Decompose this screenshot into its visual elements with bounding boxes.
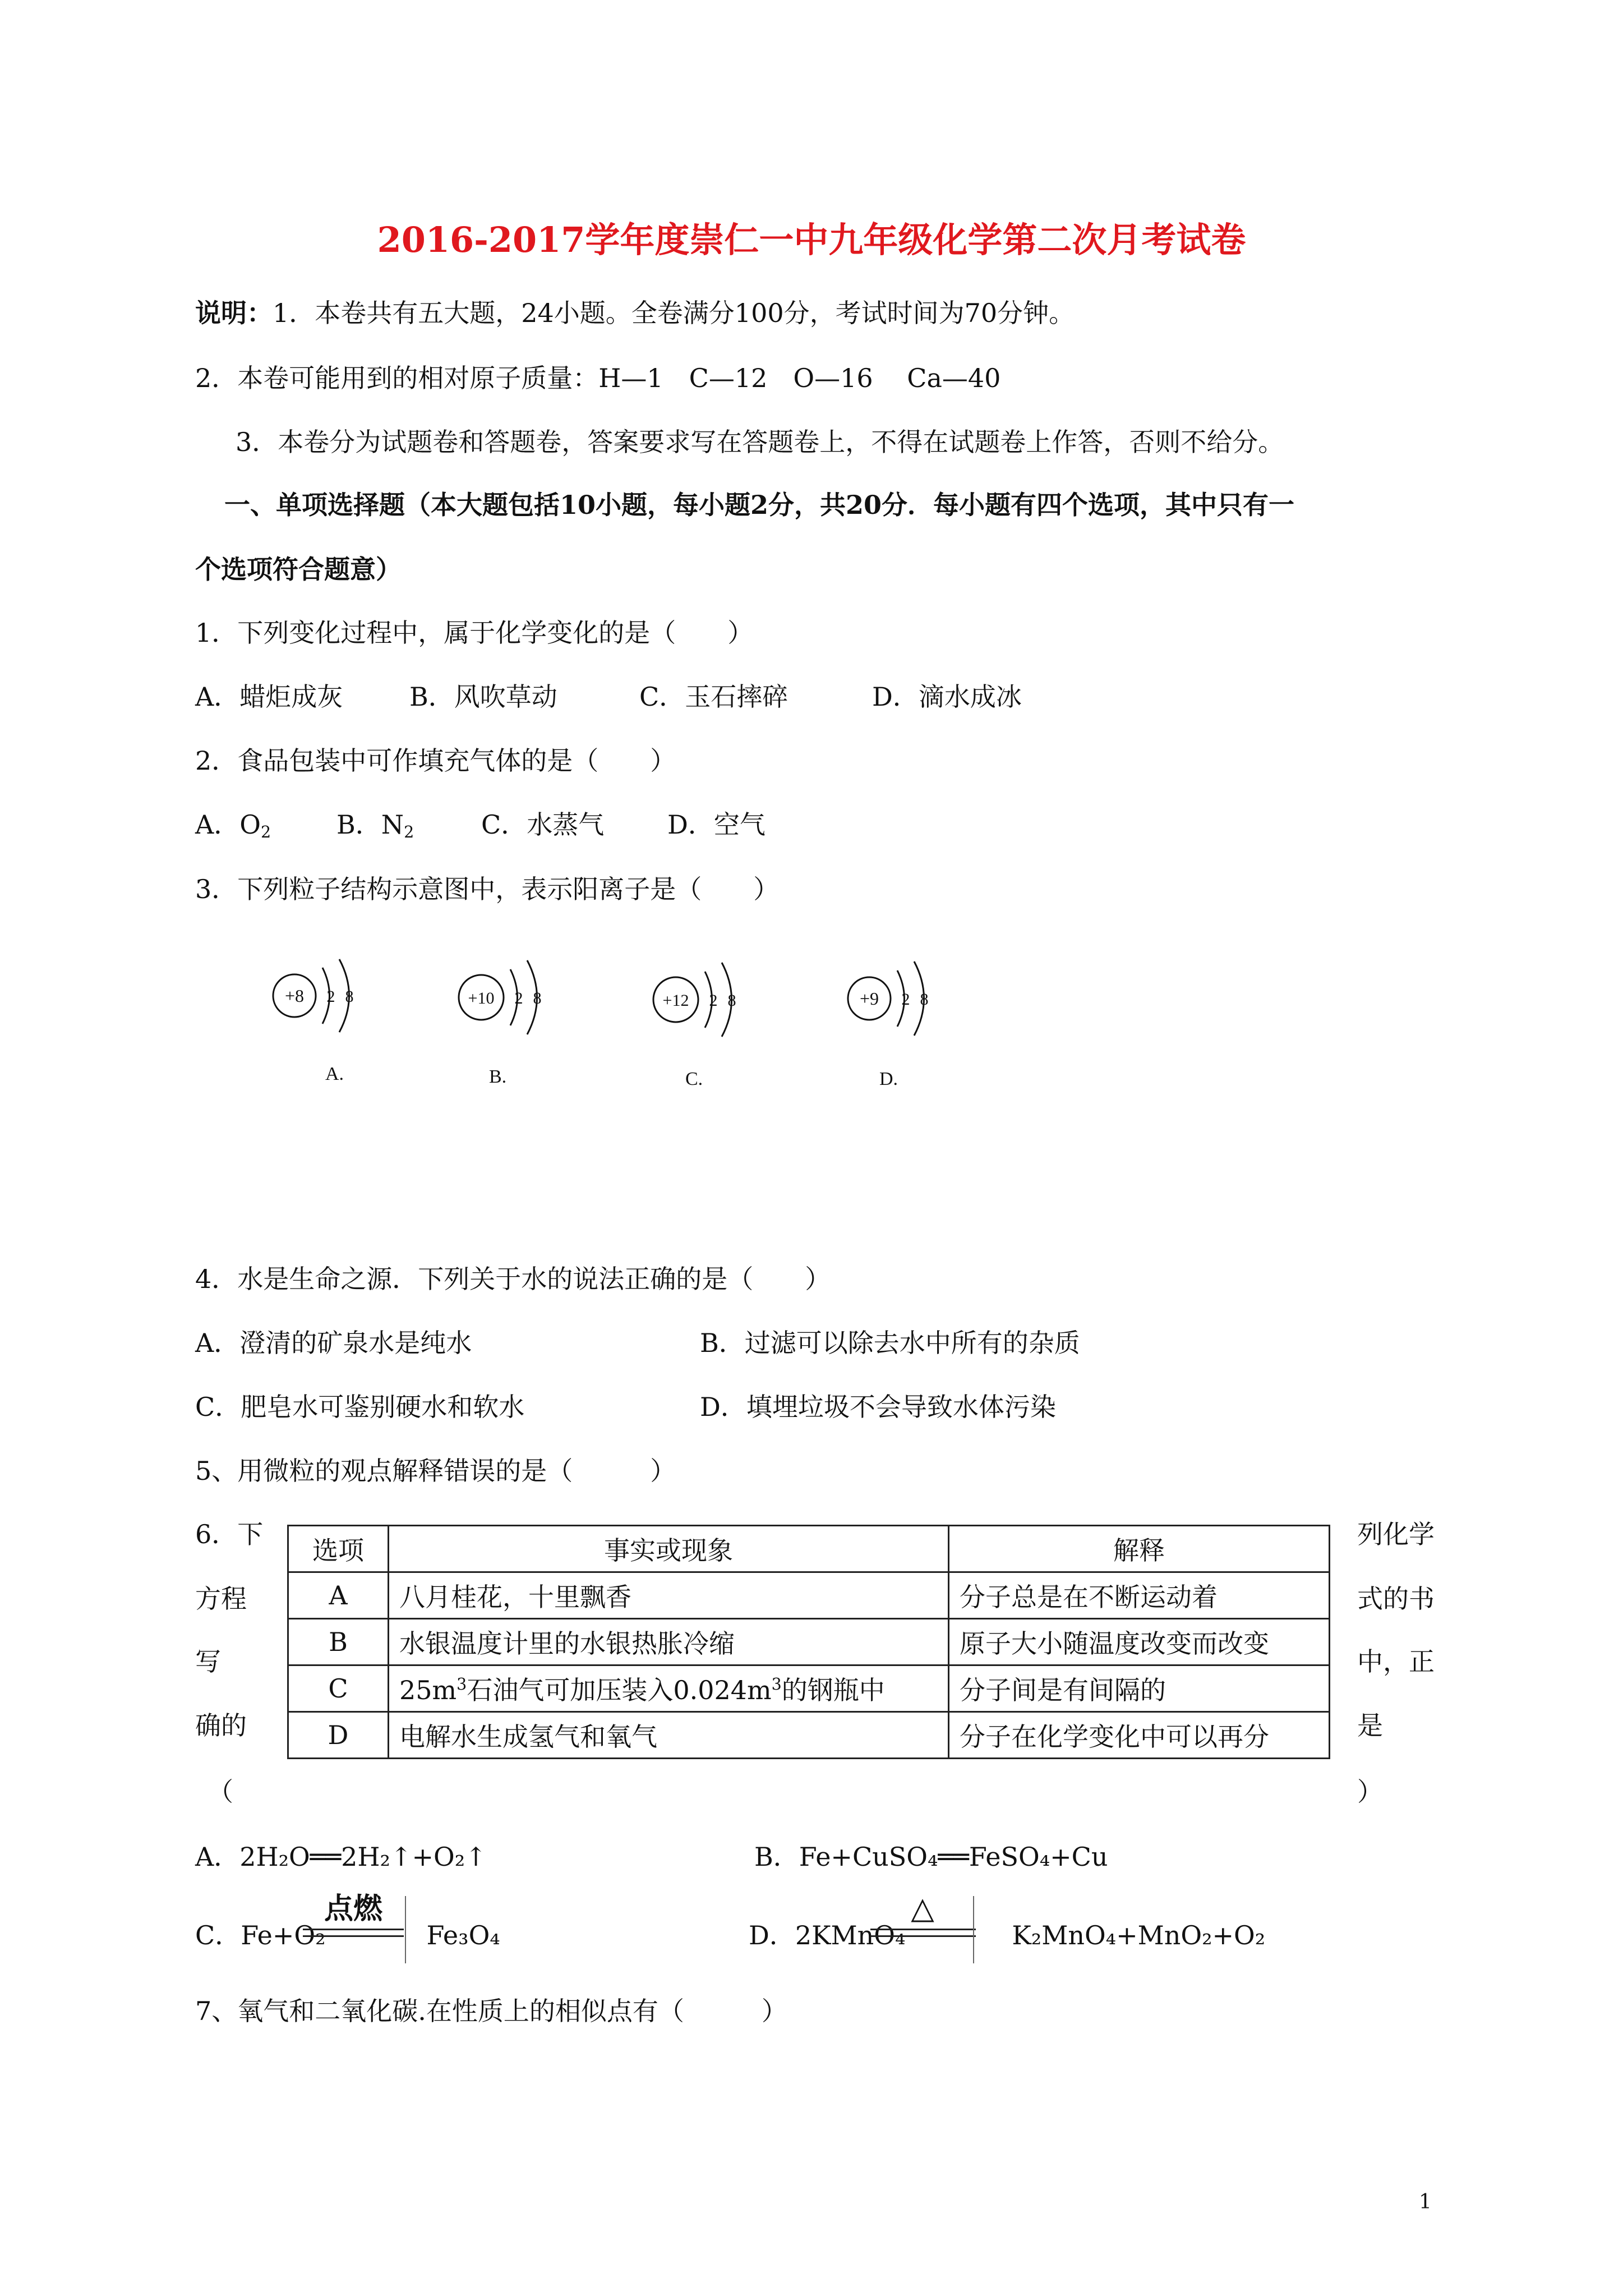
question-7-stem: 7、氧气和二氧化碳.在性质上的相似点有（ ） [195, 1996, 787, 2026]
question-1-option-b: B．风吹草动 [409, 682, 557, 712]
question-4-option-a: A．澄清的矿泉水是纯水 [195, 1328, 472, 1358]
question-2-option-a: A．$O_2$ [195, 809, 271, 842]
question-6-stem-right-3: 中，正 [1357, 1646, 1435, 1677]
question-2-stem: 2．食品包装中可作填充气体的是（ ） [195, 746, 676, 776]
table-cell: 八月桂花，十里飘香 [389, 1572, 949, 1619]
question-6-stem-right-4: 是 [1357, 1710, 1383, 1741]
equation-separator [973, 1896, 974, 1963]
table-cell: 水银温度计里的水银热胀冷缩 [389, 1619, 949, 1665]
equation-separator [405, 1896, 406, 1963]
question-5-stem: 5、用微粒的观点解释错误的是（ ） [195, 1456, 676, 1486]
table-cell: 原子大小随温度改变而改变 [949, 1619, 1330, 1665]
svg-text:8: 8 [920, 990, 929, 1009]
question-6-option-d: D．2KMnO₄ K₂MnO₄+MnO₂+O₂ [749, 1920, 1266, 1950]
section-1-heading: 一、单项选择题（本大题包括10小题，每小题2分，共20分．每小题有四个选项，其中只有一 [224, 490, 1295, 520]
atom-d-label: D. [879, 1069, 898, 1089]
page-title: 2016-2017学年度崇仁一中九年级化学第二次月考试卷 [377, 219, 1246, 260]
question-1-option-a: A．蜡炬成灰 [195, 682, 343, 712]
atom-b-label: B. [489, 1066, 507, 1087]
table-cell: 分子间是有间隔的 [949, 1665, 1330, 1712]
table-row [288, 1712, 1330, 1759]
question-6-stem-left-4: 确的 [195, 1710, 247, 1741]
svg-text:2: 2 [709, 991, 718, 1010]
question-6-stem-left-5: （ [208, 1777, 233, 1807]
note-line-1 [195, 296, 1075, 330]
question-6-option-c: C．Fe+O₂ Fe₃O₄ [195, 1920, 500, 1950]
table-header: 事实或现象 [389, 1526, 949, 1572]
svg-text:8: 8 [533, 989, 542, 1007]
table-row [288, 1572, 1330, 1619]
table-cell: 分子总是在不断运动着 [949, 1572, 1330, 1619]
question-6-stem-right-2: 式的书 [1357, 1584, 1435, 1614]
question-6-option-a: A．2H₂O══2H₂↑+O₂↑ [195, 1842, 487, 1872]
atom-diagram-b [459, 960, 542, 1087]
question-6-stem-right-1: 列化学 [1357, 1519, 1435, 1549]
note-1-text: 1．本卷共有五大题，24小题。全卷满分100分，考试时间为70分钟。 [273, 298, 1075, 328]
svg-text:2: 2 [514, 989, 523, 1007]
table-row [288, 1619, 1330, 1665]
atom-c-label: C. [685, 1069, 703, 1089]
question-4-option-c: C．肥皂水可鉴别硬水和软水 [195, 1392, 525, 1422]
table-cell: 分子在化学变化中可以再分 [949, 1712, 1330, 1759]
atom-a-nucleus: +8 [284, 986, 305, 1006]
atom-b-nucleus: +10 [468, 989, 495, 1007]
question-6-stem-left-1: 6．下 [195, 1519, 264, 1549]
question-3-stem: 3．下列粒子结构示意图中，表示阳离子是（ ） [195, 874, 780, 904]
svg-text:8: 8 [345, 987, 354, 1006]
ignite-condition: 点燃 [324, 1892, 382, 1926]
equation-line [870, 1935, 976, 1937]
question-6-stem-left-2: 方程 [195, 1584, 247, 1614]
svg-text:8: 8 [727, 991, 736, 1010]
question-6-stem-left-3: 写 [195, 1646, 221, 1677]
question-4-stem: 4．水是生命之源．下列关于水的说法正确的是（ ） [195, 1264, 831, 1294]
table-cell: C [288, 1665, 389, 1712]
page-number: 1 [1419, 2191, 1432, 2214]
table-cell: A [288, 1572, 389, 1619]
question-4-option-d: D．填埋垃圾不会导致水体污染 [700, 1392, 1056, 1422]
equation-line [303, 1935, 404, 1937]
question-1-option-d: D．滴水成冰 [872, 682, 1022, 712]
svg-text:2: 2 [326, 987, 335, 1006]
atom-diagram-a [273, 959, 354, 1084]
table-header: 选项 [288, 1526, 389, 1572]
question-5-table [287, 1525, 1330, 1759]
svg-text:2: 2 [901, 990, 910, 1009]
note-line-3: 3．本卷分为试题卷和答题卷，答案要求写在答题卷上，不得在试题卷上作答，否则不给分。 [236, 427, 1284, 457]
question-2-option-b: B．$N_2$ [336, 809, 414, 842]
atom-c-nucleus: +12 [662, 991, 689, 1010]
table-cell: D [288, 1712, 389, 1759]
equation-line [303, 1929, 404, 1930]
atom-structure-diagrams [247, 942, 987, 1105]
table-cell: $25m^3$石油气可加压装入$0.024m^3$的钢瓶中 [389, 1665, 949, 1712]
heat-condition-icon: △ [911, 1890, 934, 1926]
question-1-stem: 1．下列变化过程中，属于化学变化的是（ ） [195, 618, 754, 648]
note-label: 说明： [195, 298, 273, 328]
section-1-heading-cont: 个选项符合题意） [195, 554, 402, 585]
question-2-option-c: C．水蒸气 [481, 809, 605, 840]
question-4-option-b: B．过滤可以除去水中所有的杂质 [700, 1328, 1080, 1358]
table-header-row [288, 1526, 1330, 1572]
question-2-option-d: D．空气 [667, 809, 766, 840]
question-6-stem-right-5: ） [1357, 1777, 1383, 1807]
atom-diagram-d [848, 961, 929, 1089]
atom-d-nucleus: +9 [859, 988, 879, 1009]
question-6-option-b: B．Fe+CuSO₄══FeSO₄+Cu [754, 1842, 1108, 1872]
atom-diagram-c [653, 963, 736, 1089]
question-1-option-c: C．玉石摔碎 [639, 682, 789, 712]
equation-line [870, 1929, 976, 1930]
table-row [288, 1665, 1330, 1712]
table-cell: 电解水生成氢气和氧气 [389, 1712, 949, 1759]
atom-a-label: A. [325, 1064, 344, 1084]
table-header: 解释 [949, 1526, 1330, 1572]
table-cell: B [288, 1619, 389, 1665]
note-line-2: 2．本卷可能用到的相对原子质量：H—1 C—12 O—16 Ca—40 [195, 363, 1001, 393]
